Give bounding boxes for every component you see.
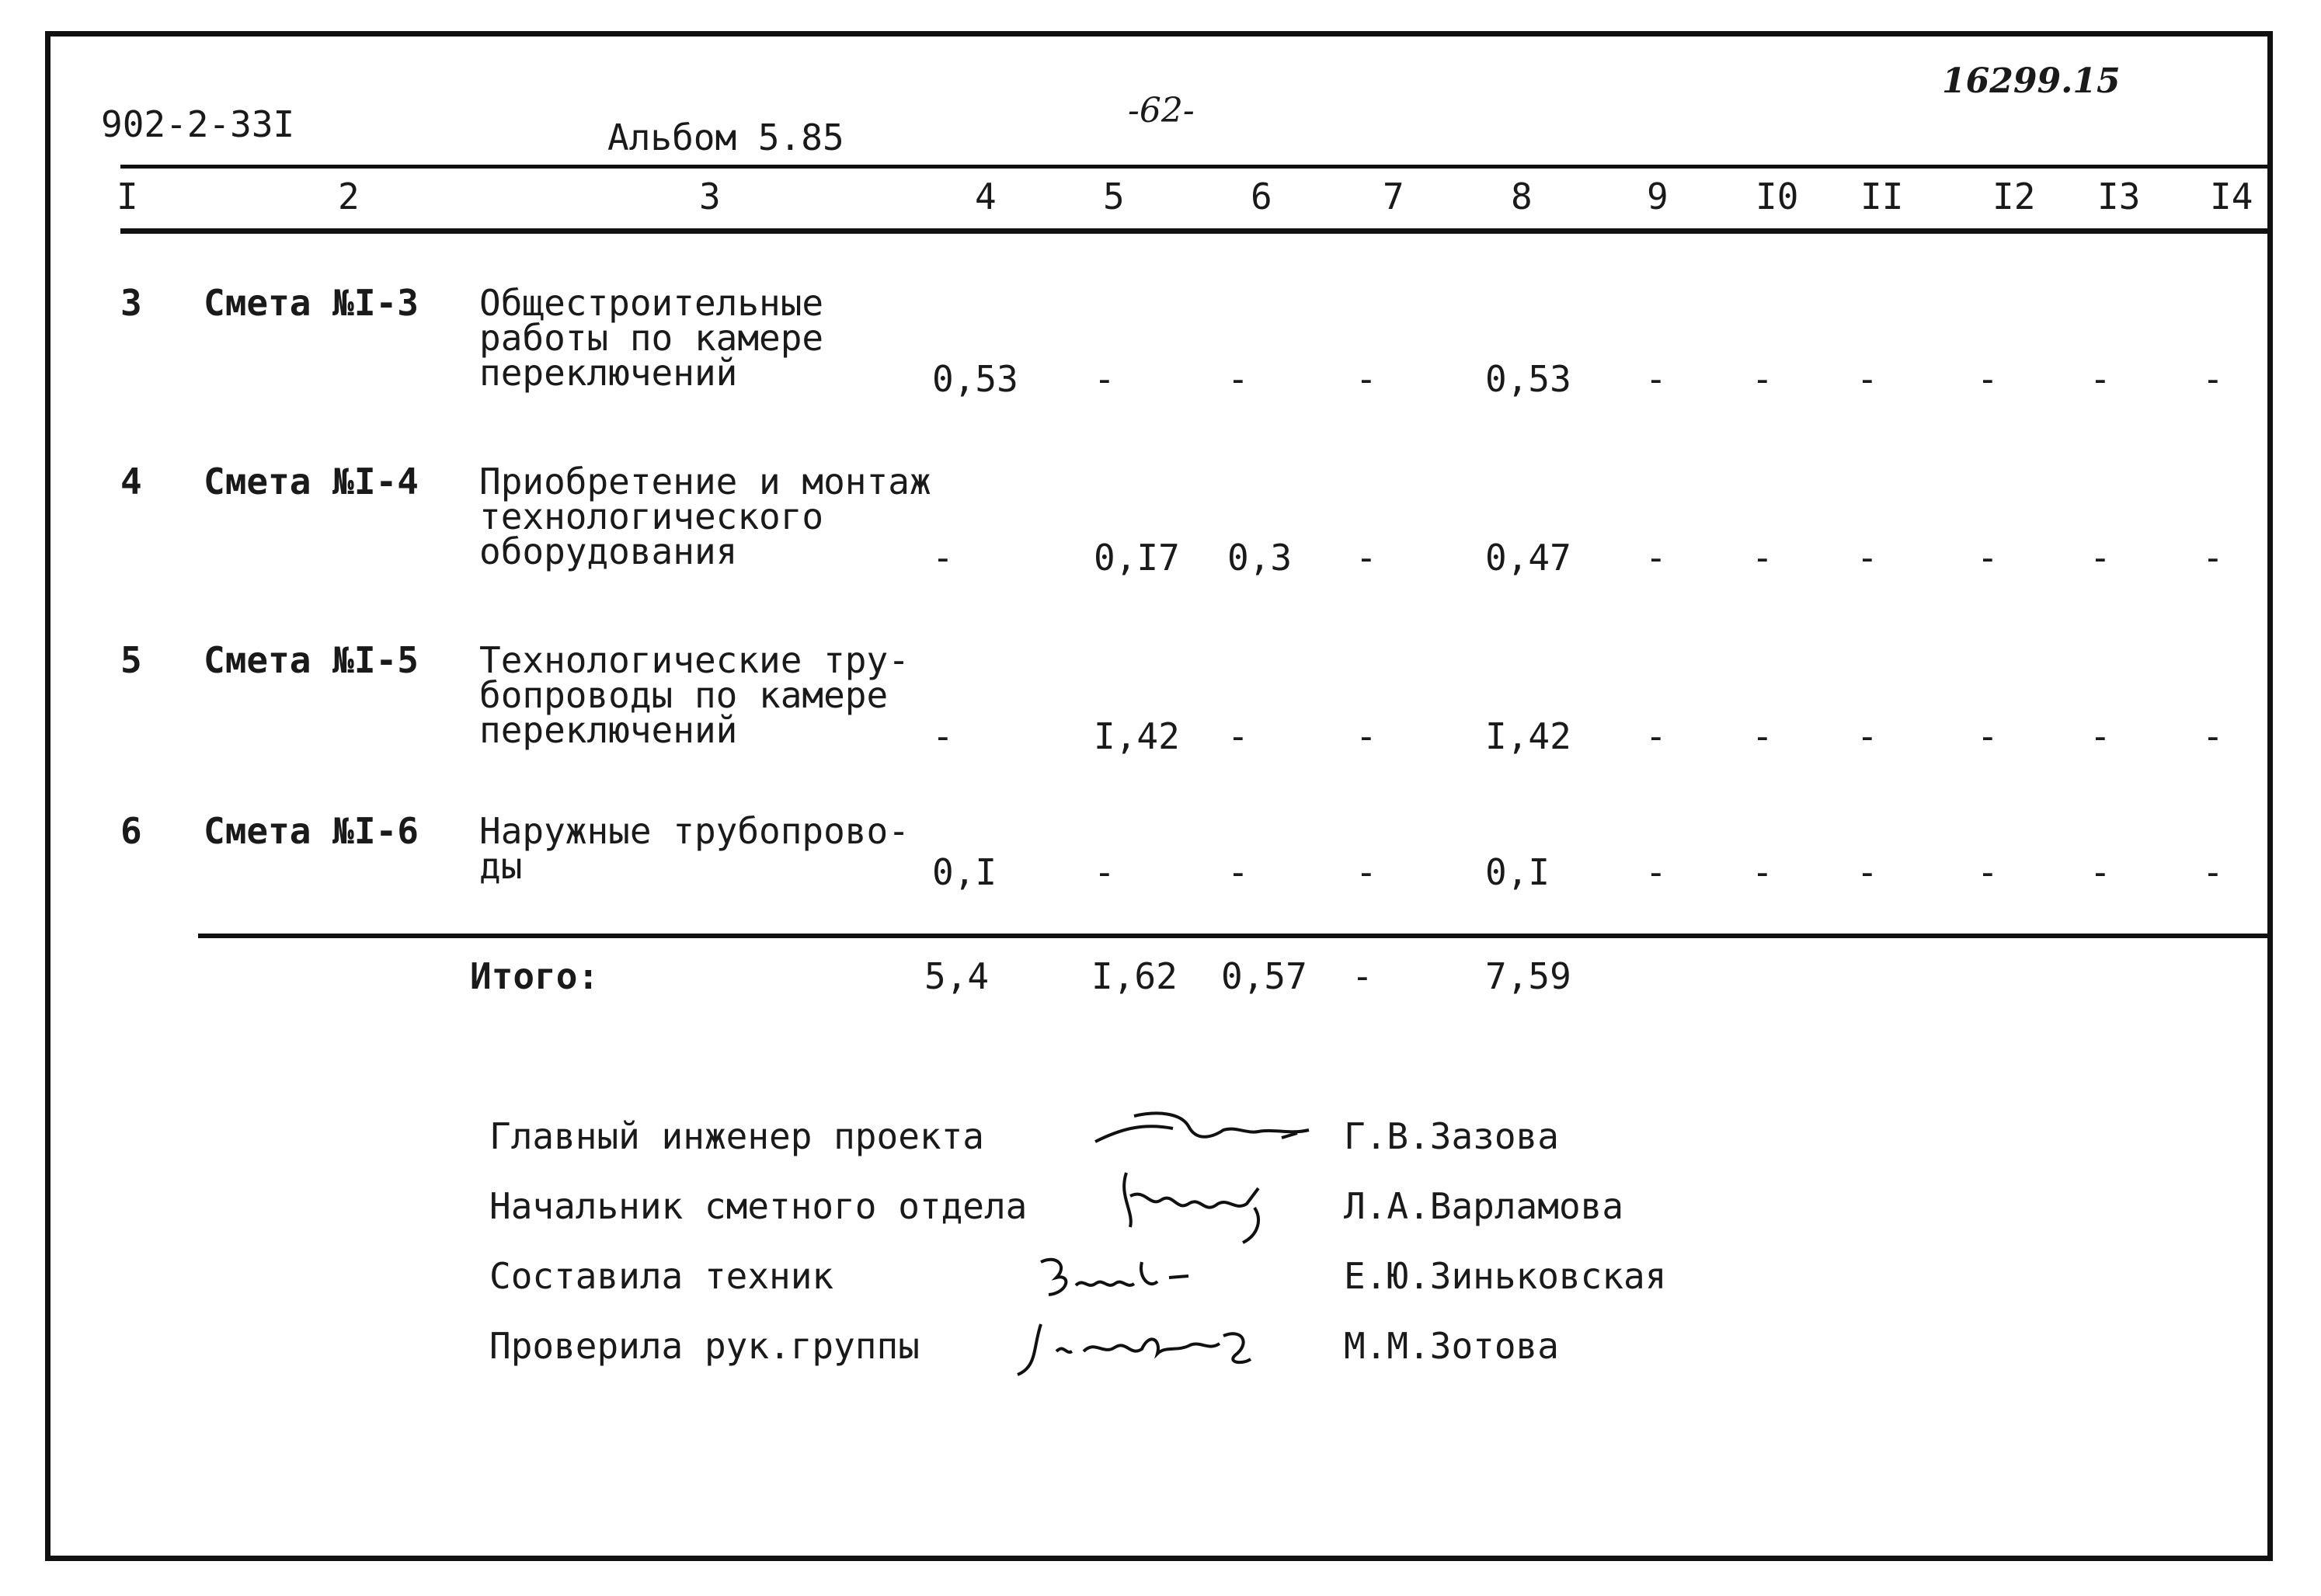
value-cell: - [1645, 537, 1667, 579]
description-line: бопроводы по камере [479, 674, 889, 716]
description-line: ды [479, 845, 523, 887]
column-number-10: I0 [1756, 176, 1799, 217]
signatory-name: М.М.Зотова [1344, 1325, 1559, 1367]
total-value-cell: I,62 [1091, 955, 1178, 997]
value-cell: - [1977, 851, 1999, 893]
value-cell: - [1355, 358, 1377, 400]
value-cell: - [1752, 851, 1773, 893]
signature-varlamova [1103, 1165, 1305, 1250]
signatory-name: Г.В.Зазова [1344, 1115, 1559, 1157]
value-cell: - [1227, 715, 1249, 757]
value-cell: - [1645, 851, 1667, 893]
value-cell: 0,3 [1227, 537, 1293, 579]
signatory-role: Начальник сметного отдела [489, 1185, 1028, 1227]
value-cell: - [1355, 715, 1377, 757]
column-number-11: II [1860, 176, 1904, 217]
signature-zotova [1010, 1309, 1305, 1386]
value-cell: - [1227, 358, 1249, 400]
description-line: Технологические тру- [479, 639, 910, 681]
column-number-3: 3 [699, 176, 721, 217]
value-cell: - [1645, 715, 1667, 757]
value-cell: - [932, 537, 954, 579]
column-number-2: 2 [338, 176, 360, 217]
row-number: 5 [120, 639, 142, 681]
value-cell: 0,53 [1485, 358, 1571, 400]
value-cell: 0,47 [1485, 537, 1571, 579]
row-number: 3 [120, 282, 142, 324]
signatory-role: Главный инженер проекта [489, 1115, 984, 1157]
header-bottom-rule [120, 228, 2268, 234]
total-value-cell: - [1352, 955, 1373, 997]
column-number-9: 9 [1647, 176, 1669, 217]
value-cell: - [1645, 358, 1667, 400]
value-cell: - [1856, 537, 1878, 579]
description-line: работы по камере [479, 317, 824, 359]
value-cell: - [1856, 715, 1878, 757]
value-cell: - [2202, 851, 2224, 893]
estimate-reference: Смета №I-5 [204, 639, 419, 681]
estimate-reference: Смета №I-3 [204, 282, 419, 324]
estimate-reference: Смета №I-4 [204, 461, 419, 502]
value-cell: - [1752, 358, 1773, 400]
value-cell: - [1355, 537, 1377, 579]
signatory-name: Е.Ю.Зиньковская [1344, 1255, 1667, 1297]
column-number-12: I2 [1992, 176, 2036, 217]
value-cell: - [1977, 358, 1999, 400]
value-cell: - [1355, 851, 1377, 893]
row-number: 6 [120, 810, 142, 852]
estimate-reference: Смета №I-6 [204, 810, 419, 852]
column-number-7: 7 [1383, 176, 1404, 217]
description-line: переключений [479, 709, 738, 751]
description-line: Наружные трубопрово- [479, 810, 910, 852]
value-cell: I,42 [1485, 715, 1571, 757]
description-line: переключений [479, 352, 738, 394]
value-cell: - [2202, 715, 2224, 757]
total-value-cell: 0,57 [1221, 955, 1307, 997]
column-number-1: I [117, 176, 138, 217]
document-code: 902-2-33I [101, 103, 295, 145]
album-label: Альбом 5.85 [607, 116, 844, 158]
value-cell: - [1752, 537, 1773, 579]
total-value-cell: 5,4 [924, 955, 990, 997]
signature-zazova [1087, 1107, 1321, 1161]
value-cell: - [1977, 537, 1999, 579]
signatory-role: Составила техник [489, 1255, 834, 1297]
value-cell: - [1856, 358, 1878, 400]
column-number-14: I4 [2210, 176, 2253, 217]
value-cell: - [1227, 851, 1249, 893]
header-top-rule [120, 165, 2268, 169]
column-number-13: I3 [2097, 176, 2141, 217]
signatory-role: Проверила рук.группы [489, 1325, 920, 1367]
description-line: оборудования [479, 530, 738, 572]
row-number: 4 [120, 461, 142, 502]
value-cell: - [2090, 851, 2111, 893]
total-value-cell: 7,59 [1485, 955, 1571, 997]
value-cell: 0,I [1485, 851, 1550, 893]
value-cell: 0,53 [932, 358, 1018, 400]
column-number-8: 8 [1511, 176, 1533, 217]
value-cell: - [1094, 851, 1115, 893]
value-cell: - [1094, 358, 1115, 400]
description-line: технологического [479, 495, 824, 537]
signature-zinkovskaya [1033, 1247, 1220, 1309]
value-cell: - [2090, 715, 2111, 757]
value-cell: 0,I7 [1094, 537, 1180, 579]
archive-stamp: 16299.15 [1942, 61, 2121, 101]
column-number-5: 5 [1103, 176, 1125, 217]
column-number-6: 6 [1251, 176, 1272, 217]
value-cell: - [2202, 537, 2224, 579]
value-cell: - [2090, 537, 2111, 579]
column-number-4: 4 [975, 176, 997, 217]
page-number: -62- [1128, 91, 1195, 130]
signatory-name: Л.А.Варламова [1344, 1185, 1624, 1227]
value-cell: - [2202, 358, 2224, 400]
value-cell: I,42 [1094, 715, 1180, 757]
description-line: Приобретение и монтаж [479, 461, 931, 502]
total-rule [198, 934, 2268, 938]
value-cell: - [1752, 715, 1773, 757]
total-label: Итого: [470, 955, 600, 997]
value-cell: 0,I [932, 851, 997, 893]
value-cell: - [932, 715, 954, 757]
value-cell: - [1977, 715, 1999, 757]
value-cell: - [1856, 851, 1878, 893]
value-cell: - [2090, 358, 2111, 400]
description-line: Общестроительные [479, 282, 824, 324]
